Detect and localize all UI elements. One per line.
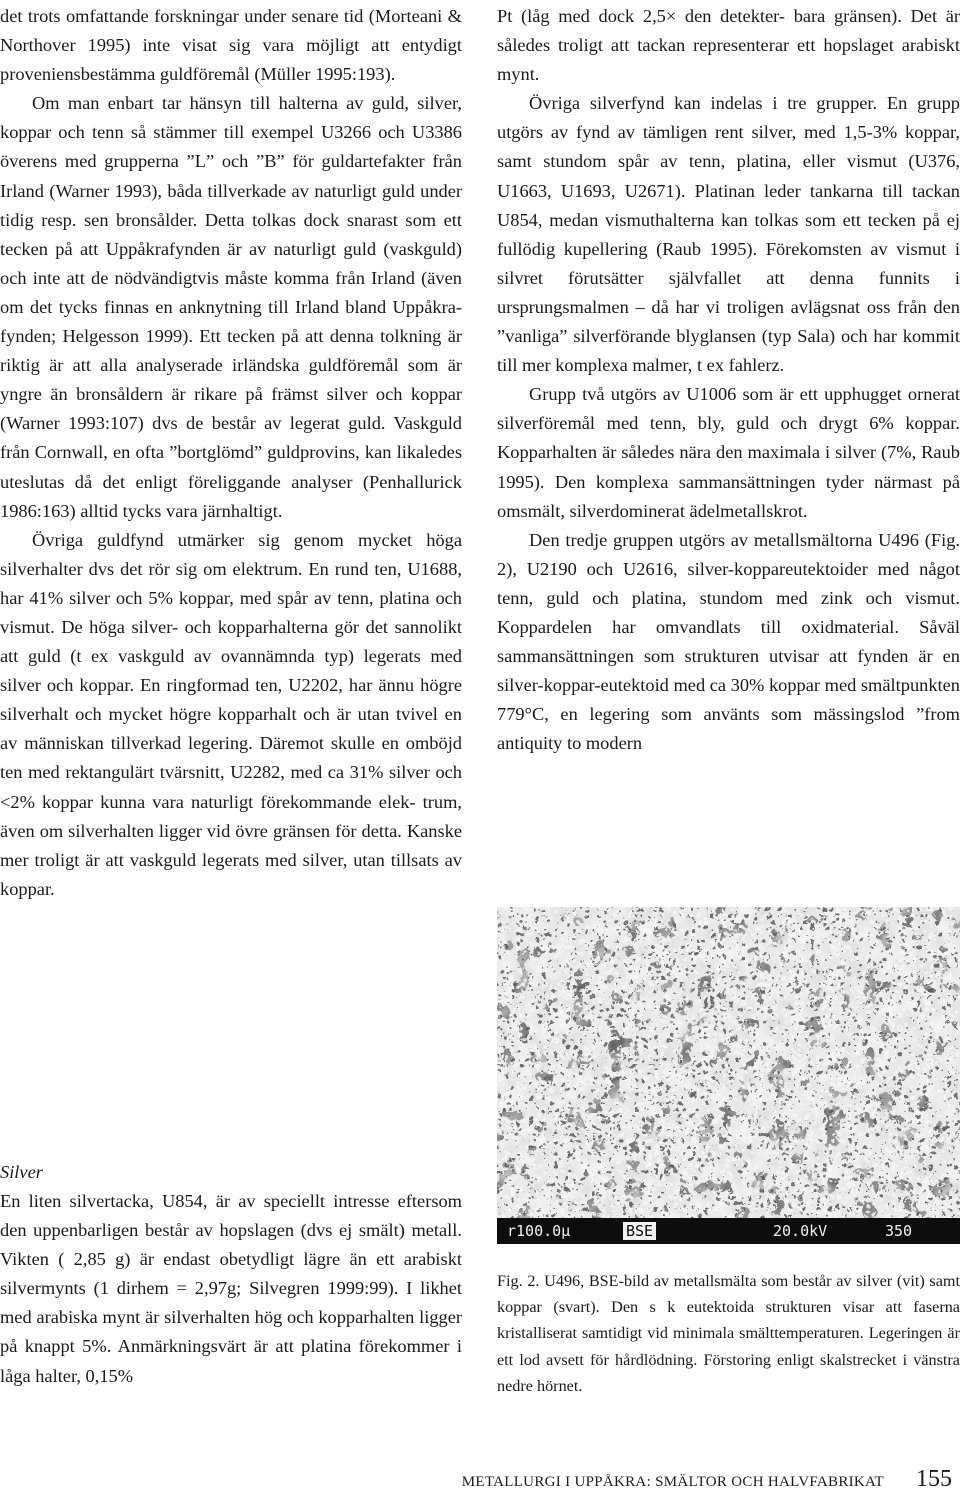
figure-caption: Fig. 2. U496, BSE-bild av metallsmälta som består av silver (vit) samt koppar (svart). Den s k eutektoida strukturen visar att faserna kristalliserat samtidigt vid minimala smälttemperaturen. Legeringen är ett lod avsett för hårdlödning. Förstoring enligt skalstrecket i vänstra nedre hörnet. bbox=[497, 1272, 960, 1395]
detector-mode-label: BSE bbox=[623, 1222, 656, 1240]
right-paragraph-1: Pt (låg med dock 2,5× den detekter- bara gränsen). Det är således troligt att tackan representerar ett hopslaget arabiskt mynt. bbox=[497, 6, 960, 85]
page-number: 155 bbox=[916, 1466, 952, 1492]
right-paragraph-3: Grupp två utgörs av U1006 som är ett upphugget ornerat silverföremål med tenn, bly, guld och drygt 6% koppar. Kopparhalten är således nära den maximala i silver (7%, Raub 1995). Den komplexa sammansättningen tyder närmast på omsmält, silverdominerat ädelmetallskrot. bbox=[497, 384, 960, 521]
right-column bbox=[497, 2, 960, 758]
silver-paragraph: En liten silvertacka, U854, är av speciellt intresse eftersom den uppenbarligen består av hopslagen (dvs ej smält) metall. Vikten ( 2,85 g) är endast obetydligt lägre än ett arabiskt silvermynts (1 dirhem = 2,97g; Silvegren 1999:99). I likhet med arabiska mynt är silverhalten hög och kopparhalten ligger på knappt 5%. Anmärkningsvärt är att platina förekommer i låga halter, 0,15% bbox=[0, 1191, 462, 1386]
right-paragraph-4: Den tredje gruppen utgörs av metallsmältorna U496 (Fig. 2), U2190 och U2616, silver-koppareutektoider med något tenn, guld och platina, stundom med zink och vismut. Koppardelen har omvandlats till oxidmaterial. Såväl sammansättningen som strukturen utvisar att fynden är en silver-koppar-eutektoid med ca 30% koppar med smältpunkten 779°C, en legering som använts som mässingslod ”from antiquity to modern bbox=[497, 529, 960, 754]
bse-micrograph-figure bbox=[497, 907, 960, 1244]
left-paragraph-2: Om man enbart tar hänsyn till halterna av guld, silver, koppar och tenn så stämmer till exempel U3266 och U3386 överens med grupperna ”L” och ”B” för guldartefakter från Irland (Warner 1993), båda tillverkade av naturligt guld under tidig resp. sen bronsålder. Detta tolkas dock snarast som ett tecken på att Uppåkrafynden är av naturligt guld (vaskguld) och inte att de nödvändigtvis måste komma från Irland (även om det tycks finnas en anknytning till Irland bland Uppåkra-fynden; Helgesson 1999). Ett tecken på att denna tolkning är riktig är att alla analyserade irländska guldföremål som är yngre än bronsåldern är rikare på främst silver och koppar (Warner 1993:107) dvs de består av legerat guld. Vaskguld från Cornwall, en ofta ”bortglömd” guldprovins, kan likaledes uteslutas då det enligt föreliggande analyser (Penhallurick 1986:163) alltid tycks vara järnhaltigt. bbox=[0, 93, 462, 521]
left-paragraph-1: det trots omfattande forskningar under senare tid (Morteani & Northover 1995) inte visat sig vara möjligt att entydigt proveniensbestämma guldföremål (Müller 1995:193). bbox=[0, 6, 462, 85]
magnification-label: 350 bbox=[885, 1222, 913, 1240]
left-column bbox=[0, 2, 462, 904]
voltage-label: 20.0kV bbox=[773, 1222, 828, 1240]
sem-info-bar bbox=[497, 1218, 960, 1244]
right-paragraph-2: Övriga silverfynd kan indelas i tre grupper. En grupp utgörs av fynd av tämligen rent silver, med 1,5-3% koppar, samt stundom spår av tenn, platina, eller vismut (U376, U1663, U1693, U2671). Platinan leder tankarna till tackan U854, medan vismuthalterna kan tolkas som ett tecken på ej fullödig kupellering (Raub 1995). Förekomsten av vismut i silvret förutsätter självfallet att denna funnits i ursprungsmalmen – då har vi troligen avlägsnat oss från den ”vanliga” silverförande blyglansen (typ Sala) och har kommit till mer komplexa malmer, t ex fahlerz. bbox=[497, 93, 960, 376]
running-title: METALLURGI I UPPÅKRA: SMÄLTOR OCH HALVFABRIKAT bbox=[461, 1474, 884, 1490]
eutectoid-micrograph-image bbox=[497, 907, 960, 1218]
page-footer bbox=[0, 1464, 960, 1498]
silver-heading: Silver bbox=[0, 1162, 43, 1182]
left-paragraph-3: Övriga guldfynd utmärker sig genom mycket höga silverhalter dvs det rör sig om elektrum. En rund ten, U1688, har 41% silver och 5% koppar, med spår av tenn, platina och vismut. De höga silver- och kopparhalterna gör det sannolikt att guld (t ex vaskguld av ovannämnda typ) legerats med silver och koppar. En ringformad ten, U2202, har ännu högre silverhalt och mycket högre kopparhalt och är utan tvivel en av människan tillverkad legering. Däremot skulle en omböjd ten med rektangulärt tvärsnitt, U2282, med ca 31% silver och <2% koppar kunna vara naturligt förekommande elek- trum, även om silverhalten ligger vid övre gränsen för detta. Kanske mer troligt är att vaskguld legerats med silver, utan tillsats av koppar. bbox=[0, 529, 462, 899]
scale-length-label: r100.0µ bbox=[507, 1222, 571, 1240]
